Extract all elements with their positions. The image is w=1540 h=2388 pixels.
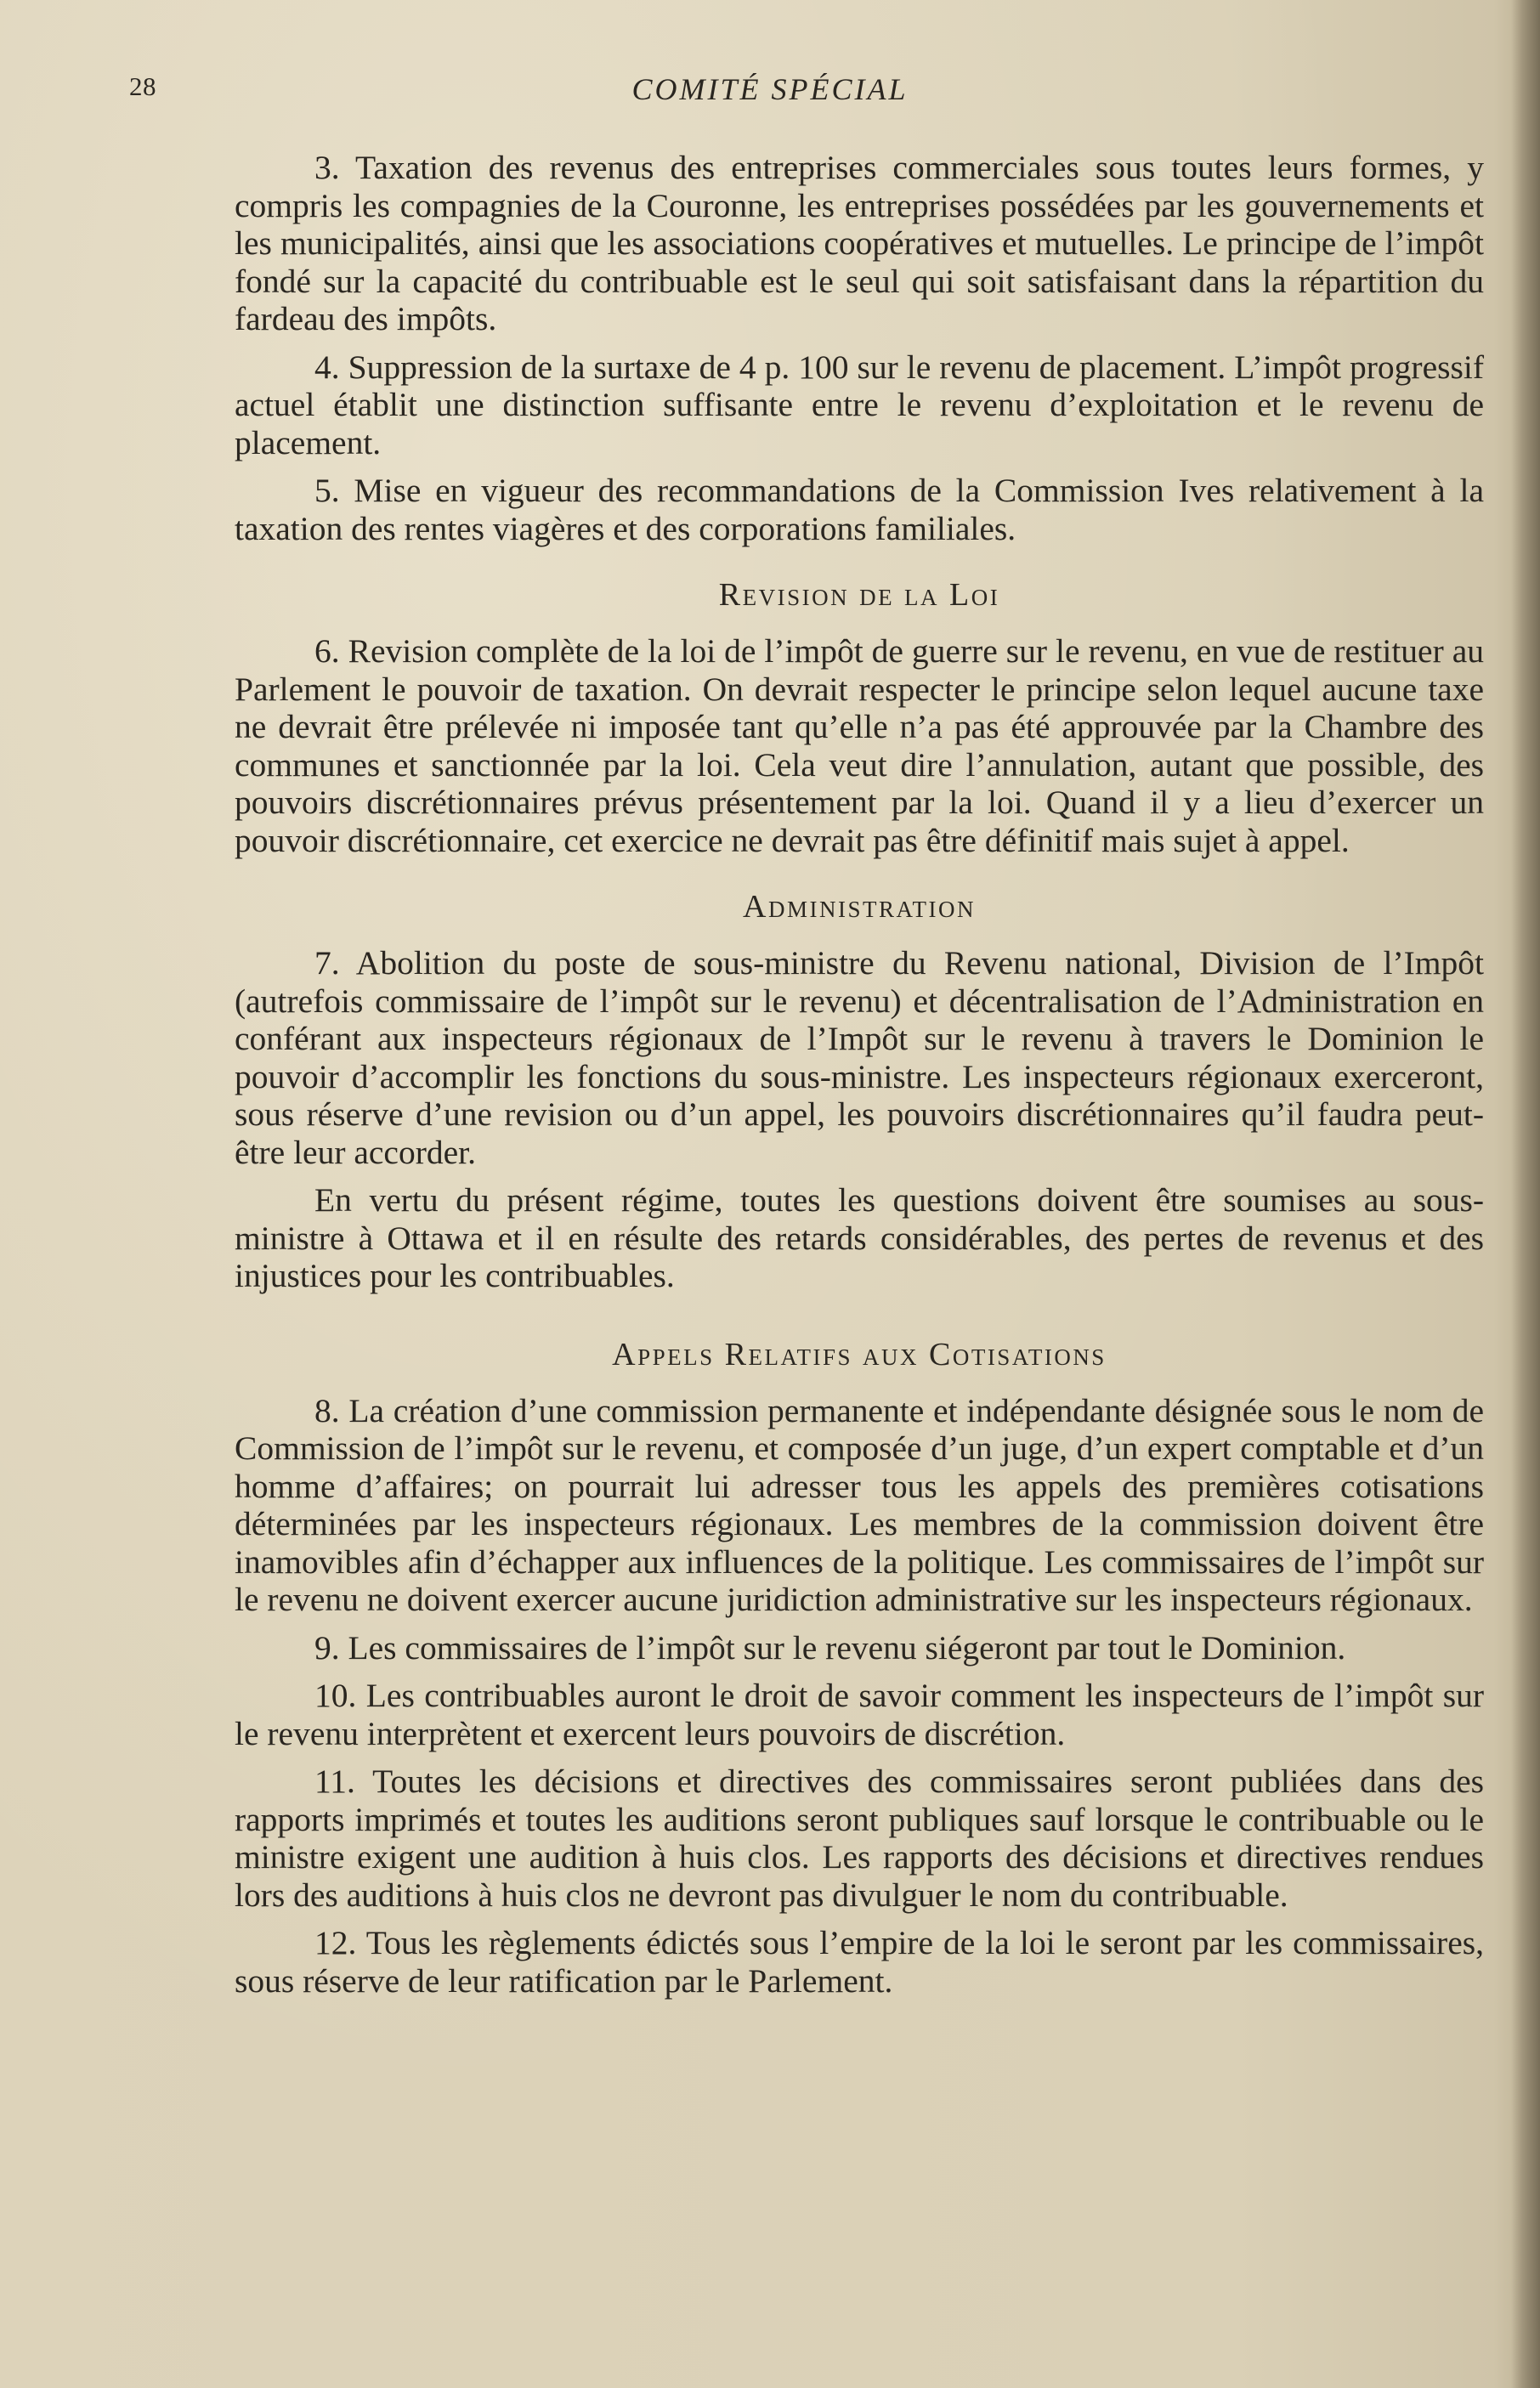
section-heading-appels: Appels Relatifs aux Cotisations xyxy=(612,1336,1107,1372)
section-heading-revision: Revision de la Loi xyxy=(718,577,1000,613)
paragraph-7: 7. Abolition du poste de sous-ministre du Revenu national, Division de l’Impôt (autrefois commissaire de l’impôt sur le revenu) et décentralisation de l’Administration en conférant aux inspecteurs régionaux de l’Impôt sur le revenu à travers le Dominion le pouvoir d’accomplir les fonctions du sous-ministre. Les inspecteurs régionaux exerceront, sous réserve d’une revision ou d’un appel, les pouvoirs discrétionnaires qu’il faudra peut-être leur accorder. xyxy=(235,944,1484,1171)
paragraph-6: 6. Revision complète de la loi de l’impôt de guerre sur le revenu, en vue de restituer au Parlement le pouvoir de taxation. On devrait respecter le principe selon lequel aucune taxe ne devrait être prélevée ni imposée tant qu’elle n’a pas été approuvée par la Chambre des communes et sanctionnée par la loi. Cela veut dire l’annulation, autant que possible, des pouvoirs discrétionnaires prévus présentement par la loi. Quand il y a lieu d’exercer un pouvoir discrétionnaire, cet exercice ne devrait pas être définitif mais sujet à appel. xyxy=(235,632,1484,859)
running-title: COMITÉ SPÉCIAL xyxy=(631,72,909,106)
paragraph-12: 12. Tous les règlements édictés sous l’empire de la loi le seront par les commissaires, sous réserve de leur ratification par le Parlement. xyxy=(235,1924,1484,2000)
section-heading-administration: Administration xyxy=(743,889,976,925)
paragraph-8: 8. La création d’une commission permanente et indépendante désignée sous le nom de Commission de l’impôt sur le revenu, et composée d’un juge, d’un expert comptable et d’un homme d’affaires; on pourrait lui adresser tous les appels des premières cotisations déterminées par les inspecteurs régionaux. Les membres de la commission doivent être inamovibles afin d’échapper aux influences de la politique. Les commissaires de l’impôt sur le revenu ne doivent exercer aucune juridiction administrative sur les inspecteurs régionaux. xyxy=(235,1391,1484,1618)
paragraph-3: 3. Taxation des revenus des entreprises commerciales sous toutes leurs formes, y compris les compagnies de la Couronne, les entreprises possédées par les gouvernements et les municipalités, ainsi que les associations coopératives et mutuelles. Le principe de l’impôt fondé sur la capacité du contribuable est le seul qui soit satisfaisant dans la répartition du fardeau des impôts. xyxy=(235,149,1484,337)
page-body xyxy=(235,149,1484,2010)
paragraph-5: 5. Mise en vigueur des recommandations de la Commission Ives relativement à la taxation des rentes viagères et des corporations familiales. xyxy=(235,472,1484,547)
paragraph-11: 11. Toutes les décisions et directives des commissaires seront publiées dans des rapports imprimés et toutes les auditions seront publiques sauf lorsque le contribuable ou le ministre exigent une audition à huis clos. Les rapports des décisions et directives rendues lors des auditions à huis clos ne devront pas divulguer le nom du contribuable. xyxy=(235,1763,1484,1914)
paragraph-9: 9. Les commissaires de l’impôt sur le revenu siégeront par tout le Dominion. xyxy=(314,1628,1346,1667)
page-number: 28 xyxy=(129,71,156,101)
paragraph-regime: En vertu du présent régime, toutes les questions doivent être soumises au sous-ministre à Ottawa et il en résulte des retards considérables, des pertes de revenus et des injustices pour les contribuables. xyxy=(235,1181,1484,1294)
paragraph-4: 4. Suppression de la surtaxe de 4 p. 100 sur le revenu de placement. L’impôt progressif actuel établit une distinction suffisante entre le revenu d’exploitation et le revenu de placement. xyxy=(235,348,1484,461)
paragraph-10: 10. Les contribuables auront le droit de savoir comment les inspecteurs de l’impôt sur le revenu interprètent et exercent leurs pouvoirs de discrétion. xyxy=(235,1677,1484,1752)
page-binding-edge xyxy=(1511,0,1540,2388)
